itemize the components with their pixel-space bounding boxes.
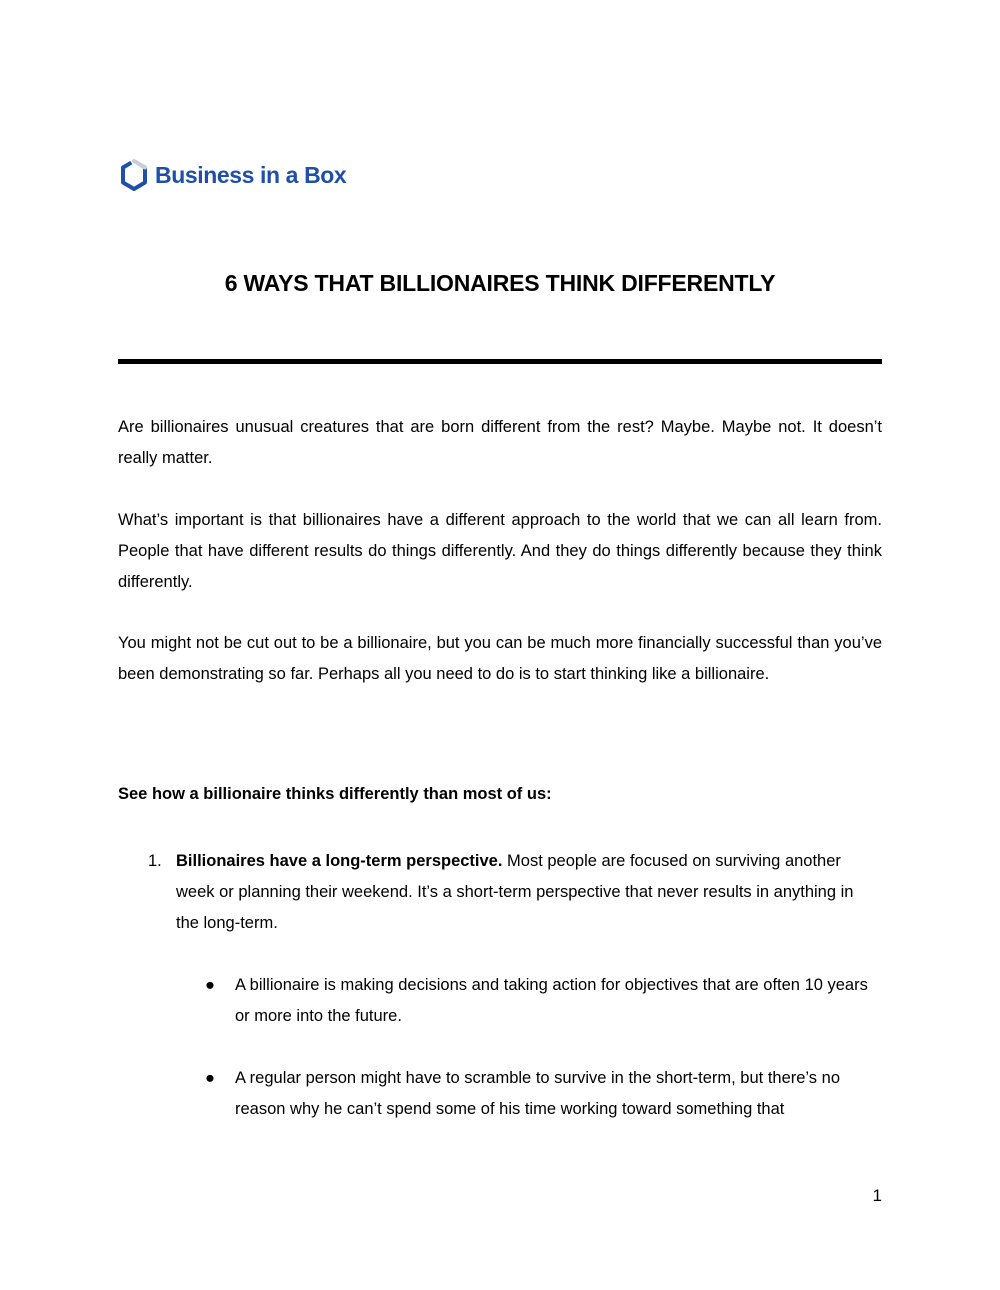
bullet-icon: ● [205,1069,215,1087]
numbered-list-item [118,846,882,939]
section-subheading: See how a billionaire thinks differently than most of us: [118,785,552,803]
intro-paragraph-1: Are billionaires unusual creatures that are born different from the rest? Maybe. Maybe not. It doesn’t really matter. [118,418,882,467]
bullet-icon: ● [205,976,215,994]
title-divider [118,359,882,364]
intro-paragraph-3: You might not be cut out to be a billionaire, but you can be much more financially successful than you’ve been demonstrating so far. Perhaps all you need to do is to start thinking like a billionaire. [118,634,882,683]
bullet-text: A billionaire is making decisions and taking action for objectives that are often 10 years or more into the future. [235,976,868,1025]
document-title: 6 WAYS THAT BILLIONAIRES THINK DIFFERENTLY [224,270,776,296]
page-number: 1 [872,1186,882,1205]
hexagon-logo-icon [119,158,149,192]
list-number: 1. [148,852,162,870]
intro-paragraph-2: What’s important is that billionaires have a different approach to the world that we can all learn from. People that have different results do things differently. And they do things differently because they think differently. [118,511,882,591]
brand-logo [119,157,346,193]
logo-text: Business in a Box [155,161,347,188]
bullet-text: A regular person might have to scramble to survive in the short-term, but there’s no reason why he can’t spend some of his time working toward something that [235,1069,840,1118]
list-item-lead: Billionaires have a long-term perspective. [176,852,503,870]
list-item-text: Most people are focused on surviving another week or planning their weekend. It’s a short-term perspective that never results in anything in the long-term. [176,852,854,932]
list-item-body [176,846,876,939]
bullet-item [205,1063,885,1125]
bullet-item [205,970,885,1032]
